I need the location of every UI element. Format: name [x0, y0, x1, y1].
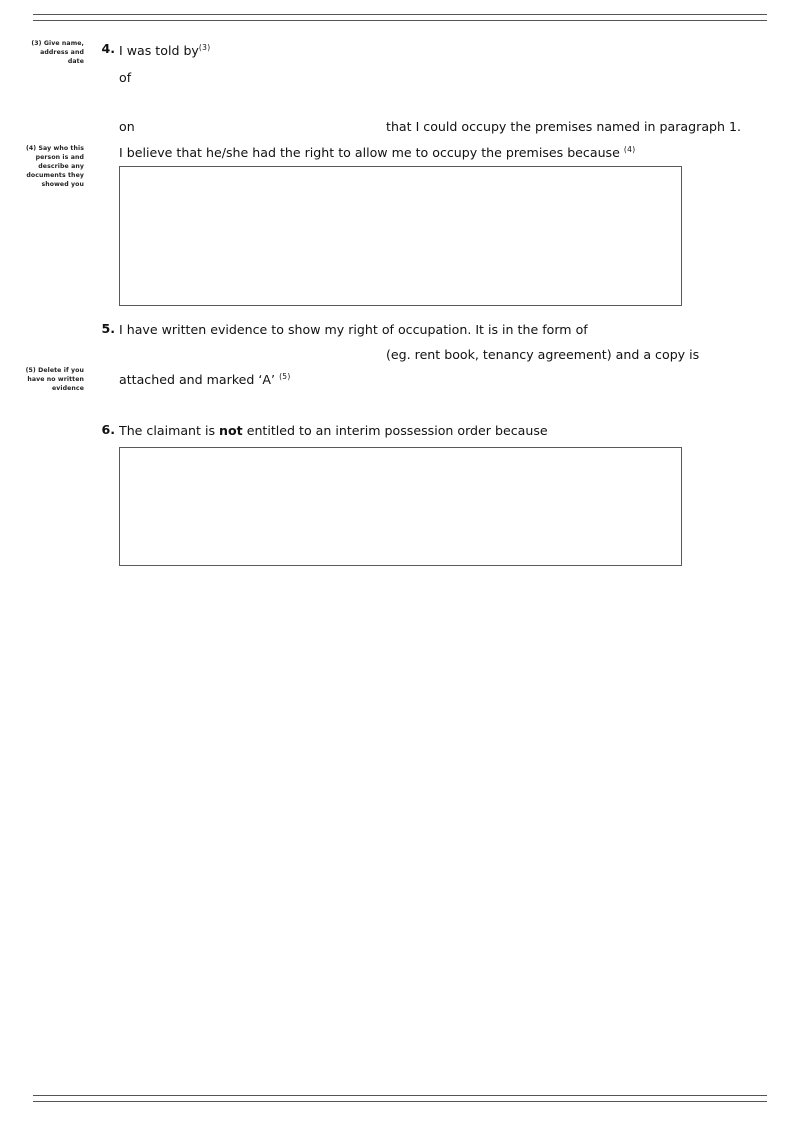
- footnote-marker-5: (5): [279, 371, 291, 381]
- margin-note-5: (5) Delete if you have no written evidence: [25, 367, 84, 392]
- paragraph-4-text-belief: I believe that he/she had the right to allow me to occupy the premises because: [119, 145, 620, 160]
- margin-note-3: (3) Give name, address and date: [31, 40, 84, 65]
- footer-rule-lower: [33, 1101, 767, 1102]
- paragraph-5-line-3: [119, 371, 291, 388]
- paragraph-4-text-told-by: I was told by: [119, 43, 199, 58]
- footer-rule-upper: [33, 1095, 767, 1096]
- paragraph-6-line-1: [119, 422, 548, 439]
- paragraph-4-line-3-right: that I could occupy the premises named in paragraph 1.: [386, 119, 742, 134]
- paragraph-6-text-emphasis: not: [219, 423, 243, 438]
- margin-note-4: (4) Say who this person is and describe any documents they showed you: [25, 145, 84, 188]
- paragraph-5-line-1: I have written evidence to show my right of occupation. It is in the form of: [119, 322, 588, 337]
- paragraph-6-number: 6.: [101, 422, 115, 437]
- paragraph-5-number: 5.: [101, 321, 115, 336]
- paragraph-4-line-4: [119, 144, 635, 161]
- footnote-marker-4: (4): [623, 144, 636, 154]
- paragraph-4-number: 4.: [101, 41, 115, 56]
- paragraph-6-text-post: entitled to an interim possession order because: [242, 423, 548, 438]
- paragraph-6-text-pre: The claimant is: [119, 423, 220, 438]
- footnote-marker-3: (3): [198, 42, 211, 52]
- paragraph-6-answer-box[interactable]: [119, 447, 682, 566]
- paragraph-4-line-3-left: on: [119, 119, 135, 134]
- paragraph-4-line-1: [119, 42, 210, 59]
- paragraph-4-line-2: of: [119, 70, 132, 85]
- paragraph-5-line-2: (eg. rent book, tenancy agreement) and a copy is: [386, 347, 700, 362]
- paragraph-4-answer-box[interactable]: [119, 166, 682, 306]
- paragraph-5-text-attached: attached and marked ‘A’: [119, 372, 276, 387]
- header-rule-lower: [33, 20, 767, 21]
- header-rule-upper: [33, 14, 767, 15]
